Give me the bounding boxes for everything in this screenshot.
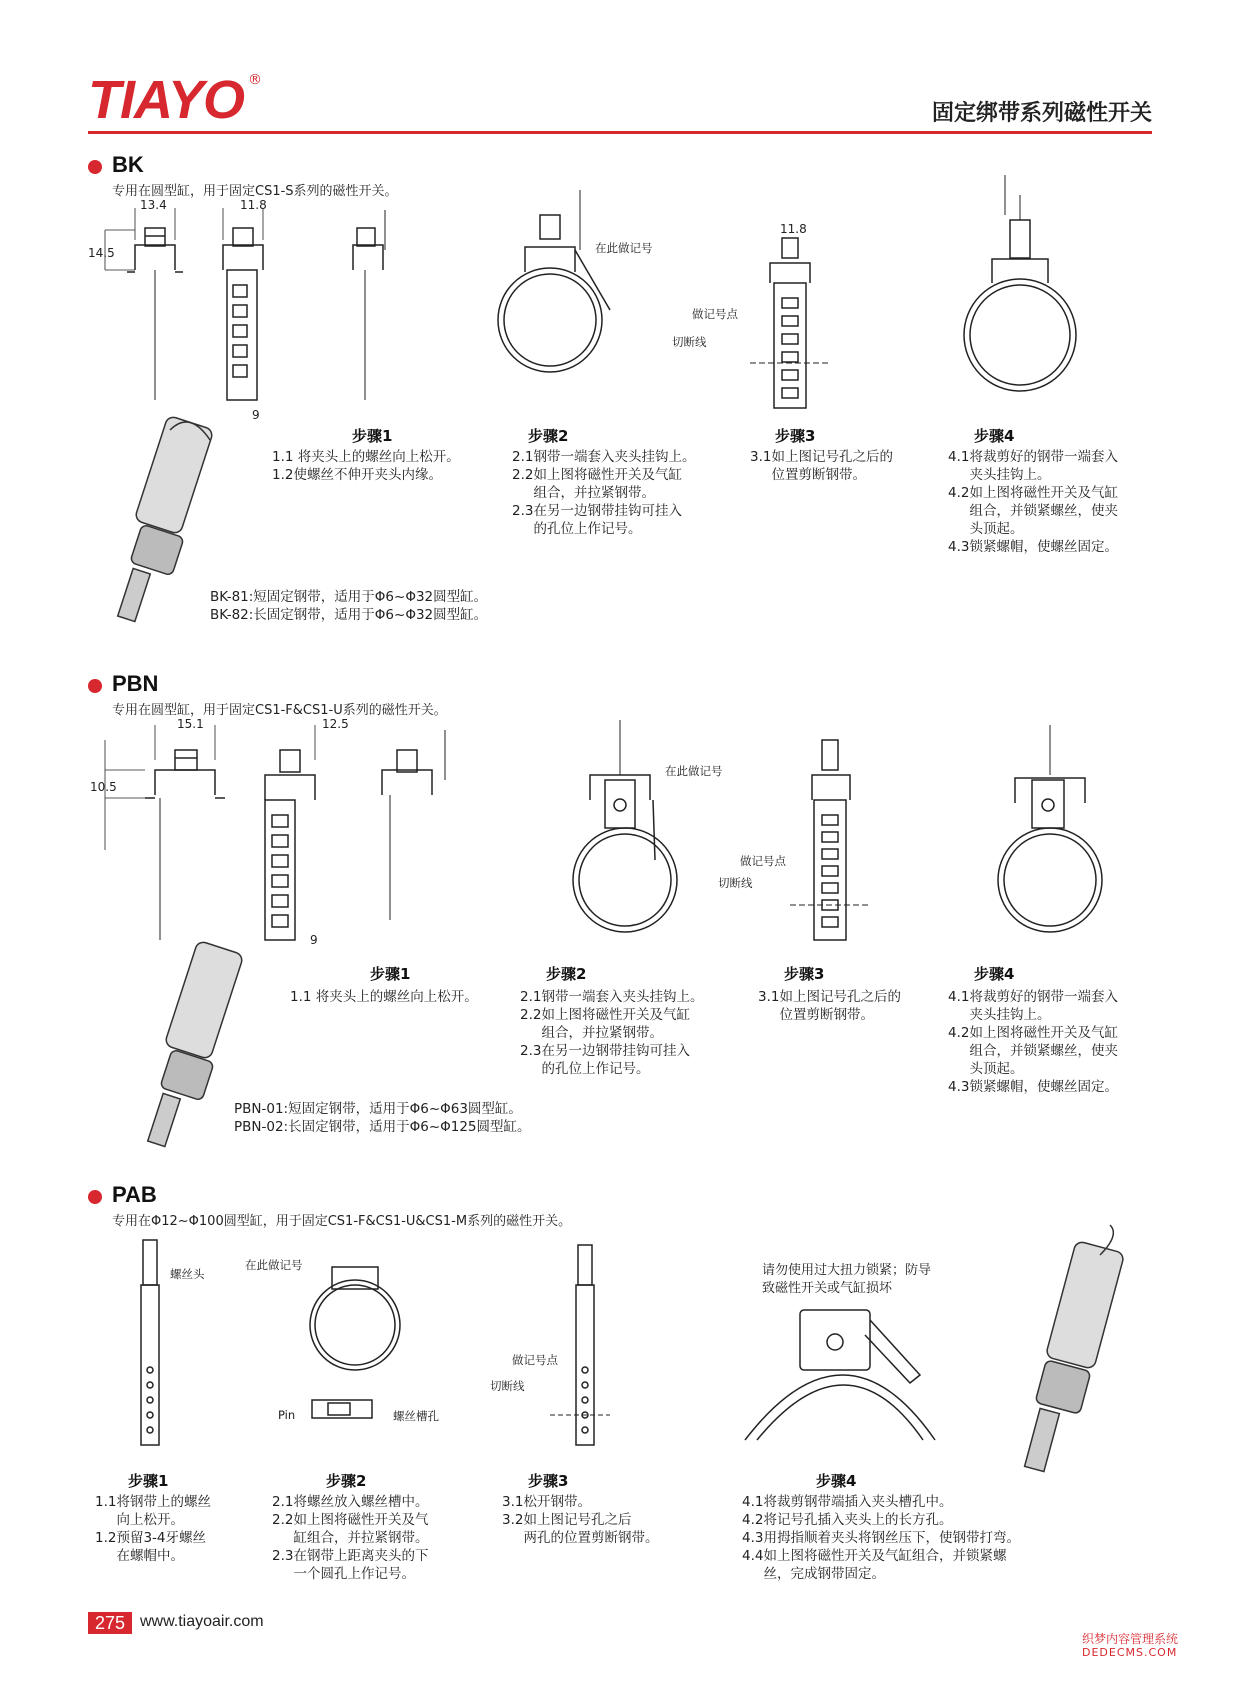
dim-bk-strap-width: 11.8 xyxy=(240,198,267,212)
bk-step2-body: 2.1钢带一端套入夹头挂钩上。 2.2如上图将磁性开关及气缸 组合，并拉紧钢带。 2.3在另一边钢带挂钩可挂入 的孔位上作记号。 xyxy=(512,449,696,537)
bk-step2-title: 步骤2 xyxy=(528,427,569,445)
dim-bk-width: 13.4 xyxy=(140,198,167,212)
section-desc-pbn: 专用在圆型缸，用于固定CS1-F&CS1-U系列的磁性开关。 xyxy=(112,703,447,718)
bk-note-2: BK-82:长固定钢带，适用于Φ6~Φ32圆型缸。 xyxy=(210,607,488,623)
dim-pbn-height: 10.5 xyxy=(90,780,117,794)
pab-step2-title: 步骤2 xyxy=(326,1472,367,1490)
pab-step2-ring-diagram xyxy=(300,1265,420,1425)
brand-logo: TIAYO xyxy=(88,70,244,130)
bk-product-image xyxy=(110,410,220,630)
footer-url[interactable]: www.tiayoair.com xyxy=(140,1613,264,1630)
dim-pbn-bottom: 9 xyxy=(310,933,318,947)
watermark-text: 织梦内容管理系统 xyxy=(1082,1632,1179,1646)
pab-step2-body: 2.1将螺丝放入螺丝槽中。 2.2如上图将磁性开关及气 缸组合，并拉紧钢带。 2.3在钢带上距离夹头的下 一个圆孔上作记号。 xyxy=(272,1494,429,1582)
pab-step1-title: 步骤1 xyxy=(128,1472,169,1490)
pab-step3-title: 步骤3 xyxy=(528,1472,569,1490)
pbn-clamp-dimension-diagram xyxy=(100,720,480,950)
section-bullet xyxy=(88,679,102,693)
pab-step4-closeup-diagram xyxy=(745,1300,945,1445)
label-cut-line-pbn: 切断线 xyxy=(718,876,753,890)
pbn-note-1: PBN-01:短固定钢带，适用于Φ6~Φ63圆型缸。 xyxy=(234,1101,522,1117)
section-desc-bk: 专用在圆型缸，用于固定CS1-S系列的磁性开关。 xyxy=(112,184,398,199)
pab-step4-body: 4.1将裁剪钢带端插入夹头槽孔中。 4.2将记号孔插入夹头上的长方孔。 4.3用拇指顺着夹头将钢丝压下，使钢带打弯。 4.4如上图将磁性开关及气缸组合，并锁紧螺 丝，完成钢带固定。 xyxy=(742,1494,1020,1582)
section-desc-pab: 专用在Φ12~Φ100圆型缸，用于固定CS1-F&CS1-U&CS1-M系列的磁性开关。 xyxy=(112,1214,572,1229)
bk-step3-body: 3.1如上图记号孔之后的 位置剪断钢带。 xyxy=(750,449,893,483)
watermark-domain: DEDECMS.COM xyxy=(1082,1646,1178,1659)
dim-bk-bottom: 9 xyxy=(252,408,260,422)
bk-step3-title: 步骤3 xyxy=(775,427,816,445)
pab-step3-body: 3.1松开钢带。 3.2如上图记号孔之后 两孔的位置剪断钢带。 xyxy=(502,1494,659,1546)
pab-step4-title: 步骤4 xyxy=(816,1472,857,1490)
section-bullet xyxy=(88,1190,102,1204)
label-mark-point-pab: 做记号点 xyxy=(512,1353,558,1367)
pbn-step2-body: 2.1钢带一端套入夹头挂钩上。 2.2如上图将磁性开关及气缸 组合，并拉紧钢带。 2.3在另一边钢带挂钩可挂入 的孔位上作记号。 xyxy=(520,989,704,1077)
label-mark-point-pbn: 做记号点 xyxy=(740,854,786,868)
pbn-step4-body: 4.1将裁剪好的钢带一端套入 夹头挂钩上。 4.2如上图将磁性开关及气缸 组合，并锁紧螺丝，使夹 头顶起。 4.3锁紧螺帽，使螺丝固定。 xyxy=(948,989,1118,1095)
pbn-step3-strap-diagram xyxy=(800,740,900,950)
label-pin: Pin xyxy=(278,1408,296,1422)
bk-step1-body: 1.1 将夹头上的螺丝向上松开。 1.2使螺丝不伸开夹头内缘。 xyxy=(272,449,460,483)
dim-pbn-strap-width: 12.5 xyxy=(322,717,349,731)
bk-step4-body: 4.1将裁剪好的钢带一端套入 夹头挂钩上。 4.2如上图将磁性开关及气缸 组合，并锁紧螺丝，使夹 头顶起。 4.3锁紧螺帽，使螺丝固定。 xyxy=(948,449,1118,555)
label-cut-line-pab: 切断线 xyxy=(490,1379,525,1393)
pab-product-image xyxy=(1020,1225,1140,1485)
label-mark-here-pab: 在此做记号 xyxy=(245,1258,303,1272)
header-rule xyxy=(88,131,1152,134)
pbn-step4-title: 步骤4 xyxy=(974,965,1015,983)
pbn-note-2: PBN-02:长固定钢带，适用于Φ6~Φ125圆型缸。 xyxy=(234,1119,531,1135)
pbn-step2-ring-diagram xyxy=(555,720,715,940)
pab-step1-strap-diagram xyxy=(135,1240,175,1450)
dim-bk-height: 14.5 xyxy=(88,246,115,260)
section-title-pbn: PBN xyxy=(112,671,159,696)
page-number: 275 xyxy=(88,1612,132,1634)
label-screw-head: 螺丝头 xyxy=(170,1267,205,1281)
pab-step1-body: 1.1将钢带上的螺丝 向上松开。 1.2预留3-4牙螺丝 在螺帽中。 xyxy=(95,1494,211,1564)
dim-bk-step3: 11.8 xyxy=(780,222,807,236)
pbn-step1-body: 1.1 将夹头上的螺丝向上松开。 xyxy=(290,989,478,1005)
pbn-step1-title: 步骤1 xyxy=(370,965,411,983)
label-mark-here-bk: 在此做记号 xyxy=(595,241,653,255)
pbn-step3-title: 步骤3 xyxy=(784,965,825,983)
bk-step4-title: 步骤4 xyxy=(974,427,1015,445)
label-mark-point-bk: 做记号点 xyxy=(692,307,738,321)
bk-note-1: BK-81:短固定钢带，适用于Φ6~Φ32圆型缸。 xyxy=(210,589,488,605)
bk-step1-title: 步骤1 xyxy=(352,427,393,445)
pbn-step3-body: 3.1如上图记号孔之后的 位置剪断钢带。 xyxy=(758,989,901,1023)
section-title-bk: BK xyxy=(112,152,144,177)
label-warning: 请勿使用过大扭力锁紧；防导 致磁性开关或气缸损坏 xyxy=(762,1263,932,1296)
bk-step4-ring-diagram xyxy=(950,175,1090,405)
pbn-step4-ring-diagram xyxy=(980,725,1120,950)
label-screw-slot: 螺丝槽孔 xyxy=(393,1409,439,1423)
bk-step3-strap-diagram xyxy=(760,238,860,413)
dim-pbn-width: 15.1 xyxy=(177,717,204,731)
bk-step2-ring-diagram xyxy=(480,190,640,390)
label-mark-here-pbn: 在此做记号 xyxy=(665,764,723,778)
pab-step3-strap-diagram xyxy=(570,1245,610,1450)
bk-clamp-dimension-diagram xyxy=(95,200,345,420)
label-cut-line-bk: 切断线 xyxy=(672,335,707,349)
registered-mark: ® xyxy=(248,72,262,88)
page-title: 固定绑带系列磁性开关 xyxy=(931,101,1152,126)
section-bullet xyxy=(88,160,102,174)
pbn-step2-title: 步骤2 xyxy=(546,965,587,983)
section-title-pab: PAB xyxy=(112,1182,157,1207)
